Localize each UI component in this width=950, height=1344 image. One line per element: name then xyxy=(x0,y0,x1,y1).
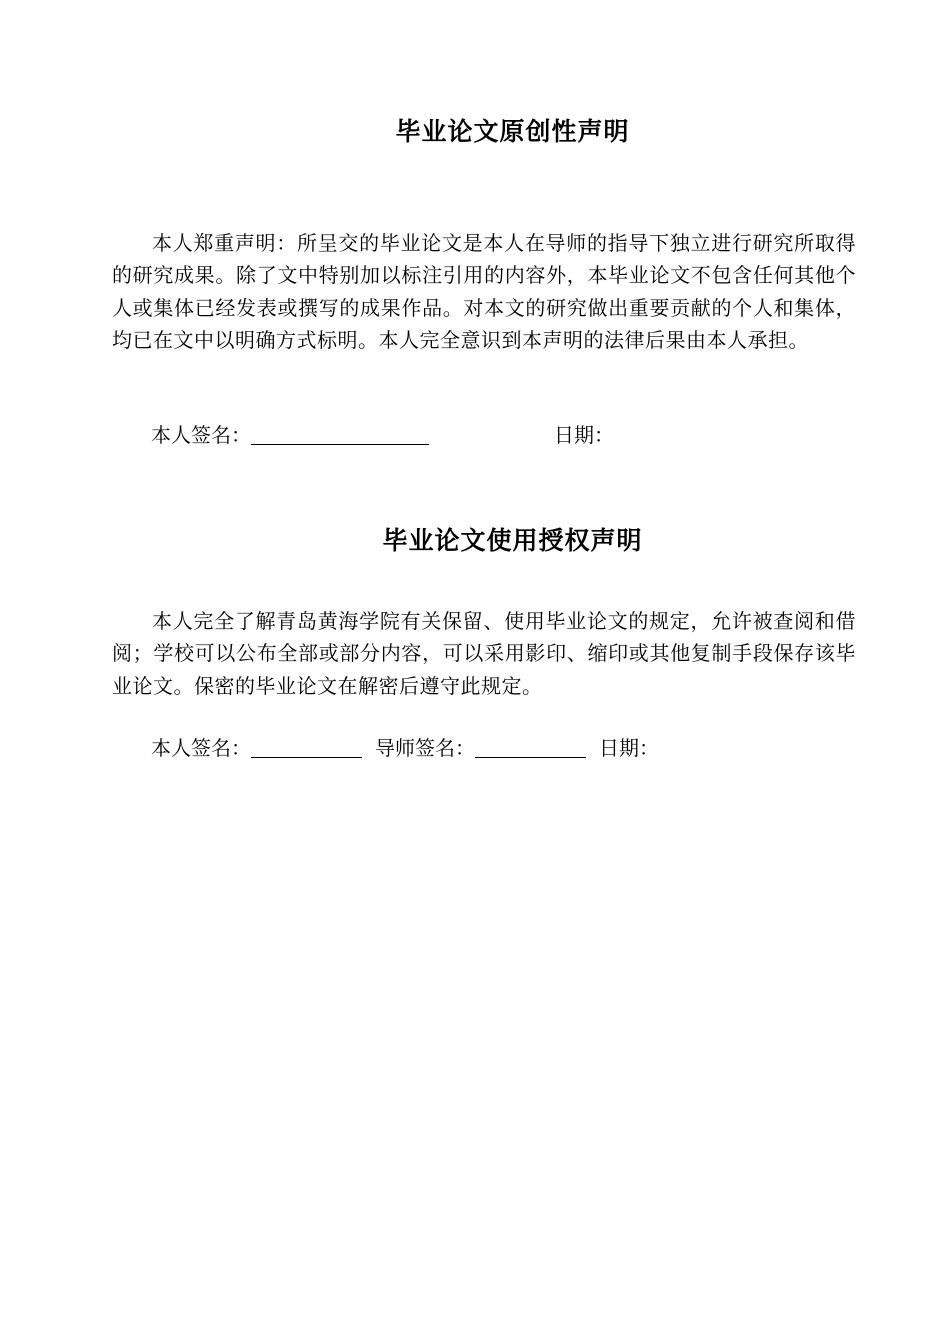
authorization-body: 本人完全了解青岛黄海学院有关保留、使用毕业论文的规定，允许被查阅和借阅；学校可以公布全部或部分内容，可以采用影印、缩印或其他复制手段保存该毕业论文。保密的毕业论文在解密后遵守此规定。 xyxy=(112,609,856,698)
date-label: 日期： xyxy=(554,423,614,447)
author-signature-label: 本人签名： xyxy=(151,423,251,447)
authorization-signature-row xyxy=(151,734,659,762)
date-label: 日期： xyxy=(599,736,659,760)
author-signature-line xyxy=(251,422,429,445)
declaration-signature-row xyxy=(151,421,614,449)
advisor-signature-line xyxy=(475,735,586,758)
author-signature-label: 本人签名： xyxy=(151,736,251,760)
declaration-body: 本人郑重声明：所呈交的毕业论文是本人在导师的指导下独立进行研究所取得的研究成果。除了文中特别加以标注引用的内容外，本毕业论文不包含任何其他个人或集体已经发表或撰写的成果作品。对本文的研究做出重要贡献的个人和集体，均已在文中以明确方式标明。本人完全意识到本声明的法律后果由本人承担。 xyxy=(112,231,856,353)
advisor-signature-label: 导师签名： xyxy=(375,736,475,760)
authorization-title: 毕业论文使用授权声明 xyxy=(382,526,643,555)
declaration-title: 毕业论文原创性声明 xyxy=(395,117,630,146)
author-signature-line xyxy=(251,735,362,758)
